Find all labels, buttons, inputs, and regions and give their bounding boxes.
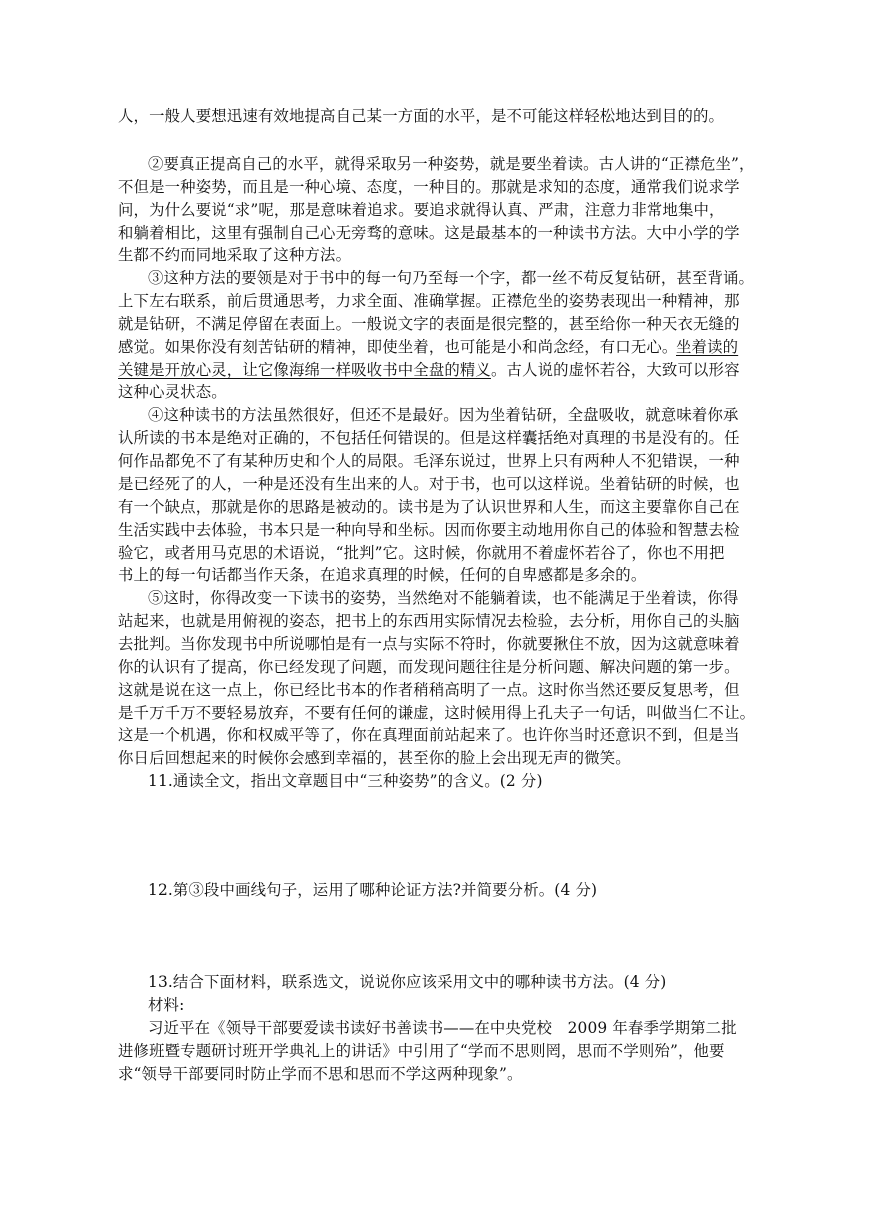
text-line: 生活实践中去体验，书本只是一种向导和坐标。因而你要主动地用你自己的体验和智慧去检	[118, 521, 740, 539]
text-line: 有一个缺点，那就是你的思路是被动的。读书是为了认识世界和人生，而这主要靠你自己在	[118, 498, 740, 516]
text-line: 你日后回想起来的时候你会感到幸福的，甚至你的脸上会出现无声的微笑。	[118, 749, 631, 767]
text-line: 去批判。当你发现书中所说哪怕是有一点与实际不符时，你就要揪住不放，因为这就意味着	[118, 635, 740, 653]
text-line: 你的认识有了提高，你已经发现了问题，而发现问题往往是分析问题、解决问题的第一步。	[118, 658, 740, 676]
question-13: 13.结合下面材料，联系选文，说说你应该采用文中的哪种读书方法。(4 分)	[148, 973, 667, 991]
text-span: 。古人说的虚怀若谷，大致可以形容	[490, 361, 740, 379]
text-line: 是千万千万不要轻易放弃，不要有任何的谦虚，这时候用得上孔夫子一句话，叫做当仁不让。	[118, 704, 756, 722]
text-line: 这种心灵状态。	[118, 383, 227, 401]
text-line	[118, 360, 758, 380]
text-line: 问，为什么要说“求”呢，那是意味着追求。要追求就得认真、严肃，注意力非常地集中，	[118, 201, 725, 219]
text-line: 站起来，也就是用俯视的姿态，把书上的东西用实际情况去检验，去分析，用你自己的头脑	[118, 612, 740, 630]
paragraph-4-line: ④这种读书的方法虽然很好，但还不是最好。因为坐着钻研，全盘吸收，就意味着你承	[148, 406, 739, 424]
text-line: 是已经死了的人，一种是还没有生出来的人。对于书，也可以这样说。坐着钻研的时候，也	[118, 475, 740, 493]
paragraph-3-line: ③这种方法的要领是对于书中的每一句乃至每一个字，都一丝不苟反复钻研，甚至背诵。	[148, 269, 755, 287]
material-text-line: 习近平在《领导干部要爱读书读好书善读书——在中央党校 2009 年春季学期第二批	[148, 1019, 737, 1037]
material-text-line: 求“领导干部要同时防止学而不思和思而不学这两种现象”。	[118, 1065, 523, 1083]
text-line: 生都不约而同地采取了这种方法。	[118, 246, 352, 264]
text-line: 就是钻研，不满足停留在表面上。一般说文字的表面是很完整的，甚至给你一种天衣无缝的	[118, 315, 740, 333]
paragraph-2-line: ②要真正提高自己的水平，就得采取另一种姿势，就是要坐着读。古人讲的“正襟危坐”，	[148, 155, 755, 173]
text-line: 上下左右联系，前后贯通思考，力求全面、准确掌握。正襟危坐的姿势表现出一种精神，那	[118, 292, 740, 310]
text-line: 这是一个机遇，你和权威平等了，你在真理面前站起来了。也许你当时还意识不到，但是当	[118, 726, 740, 744]
text-line: 何作品都免不了有某种历史和个人的局限。毛泽东说过，世界上只有两种人不犯错误，一种	[118, 452, 740, 470]
text-line: 书上的每一句话都当作天条，在追求真理的时候，任何的自卑感都是多余的。	[118, 566, 647, 584]
text-line: 和躺着相比，这里有强制自己心无旁骛的意味。这是最基本的一种读书方法。大中小学的学	[118, 224, 740, 242]
text-line: 感觉。如果你没有刻苦钻研的精神，即使坐着，也可能是小和尚念经，有口无心。	[118, 338, 678, 356]
question-12: 12.第③段中画线句子，运用了哪种论证方法?并简要分析。(4 分)	[148, 881, 598, 899]
underlined-sentence-start	[676, 337, 758, 357]
underlined-text: 关键是开放心灵，让它像海绵一样吸收书中全盘的精义	[118, 361, 491, 379]
text-line: 这就是说在这一点上，你已经比书本的作者稍稍高明了一点。这时你当然还要反复思考，但	[118, 681, 740, 699]
underlined-text: 坐着读的	[676, 338, 739, 356]
text-line: 不但是一种姿势，而且是一种心境、态度，一种目的。那就是求知的态度，通常我们说求学	[118, 178, 740, 196]
text-line: 人，一般人要想迅速有效地提高自己某一方面的水平，是不可能这样轻松地达到目的的。	[118, 107, 725, 125]
material-text-line: 进修班暨专题研讨班开学典礼上的讲话》中引用了“学而不思则罔，思而不学则殆”，他要	[118, 1042, 725, 1060]
text-line: 验它，或者用马克思的术语说，“批判”它。这时候，你就用不着虚怀若谷了，你也不用把	[118, 544, 725, 562]
material-label: 材料:	[148, 996, 185, 1014]
text-line: 认所读的书本是绝对正确的，不包括任何错误的。但是这样囊括绝对真理的书是没有的。任	[118, 429, 740, 447]
paragraph-5-line: ⑤这时，你得改变一下读书的姿势，当然绝对不能躺着读，也不能满足于坐着读，你得	[148, 589, 739, 607]
question-11: 11.通读全文，指出文章题目中“三种姿势”的含义。(2 分)	[148, 772, 543, 790]
